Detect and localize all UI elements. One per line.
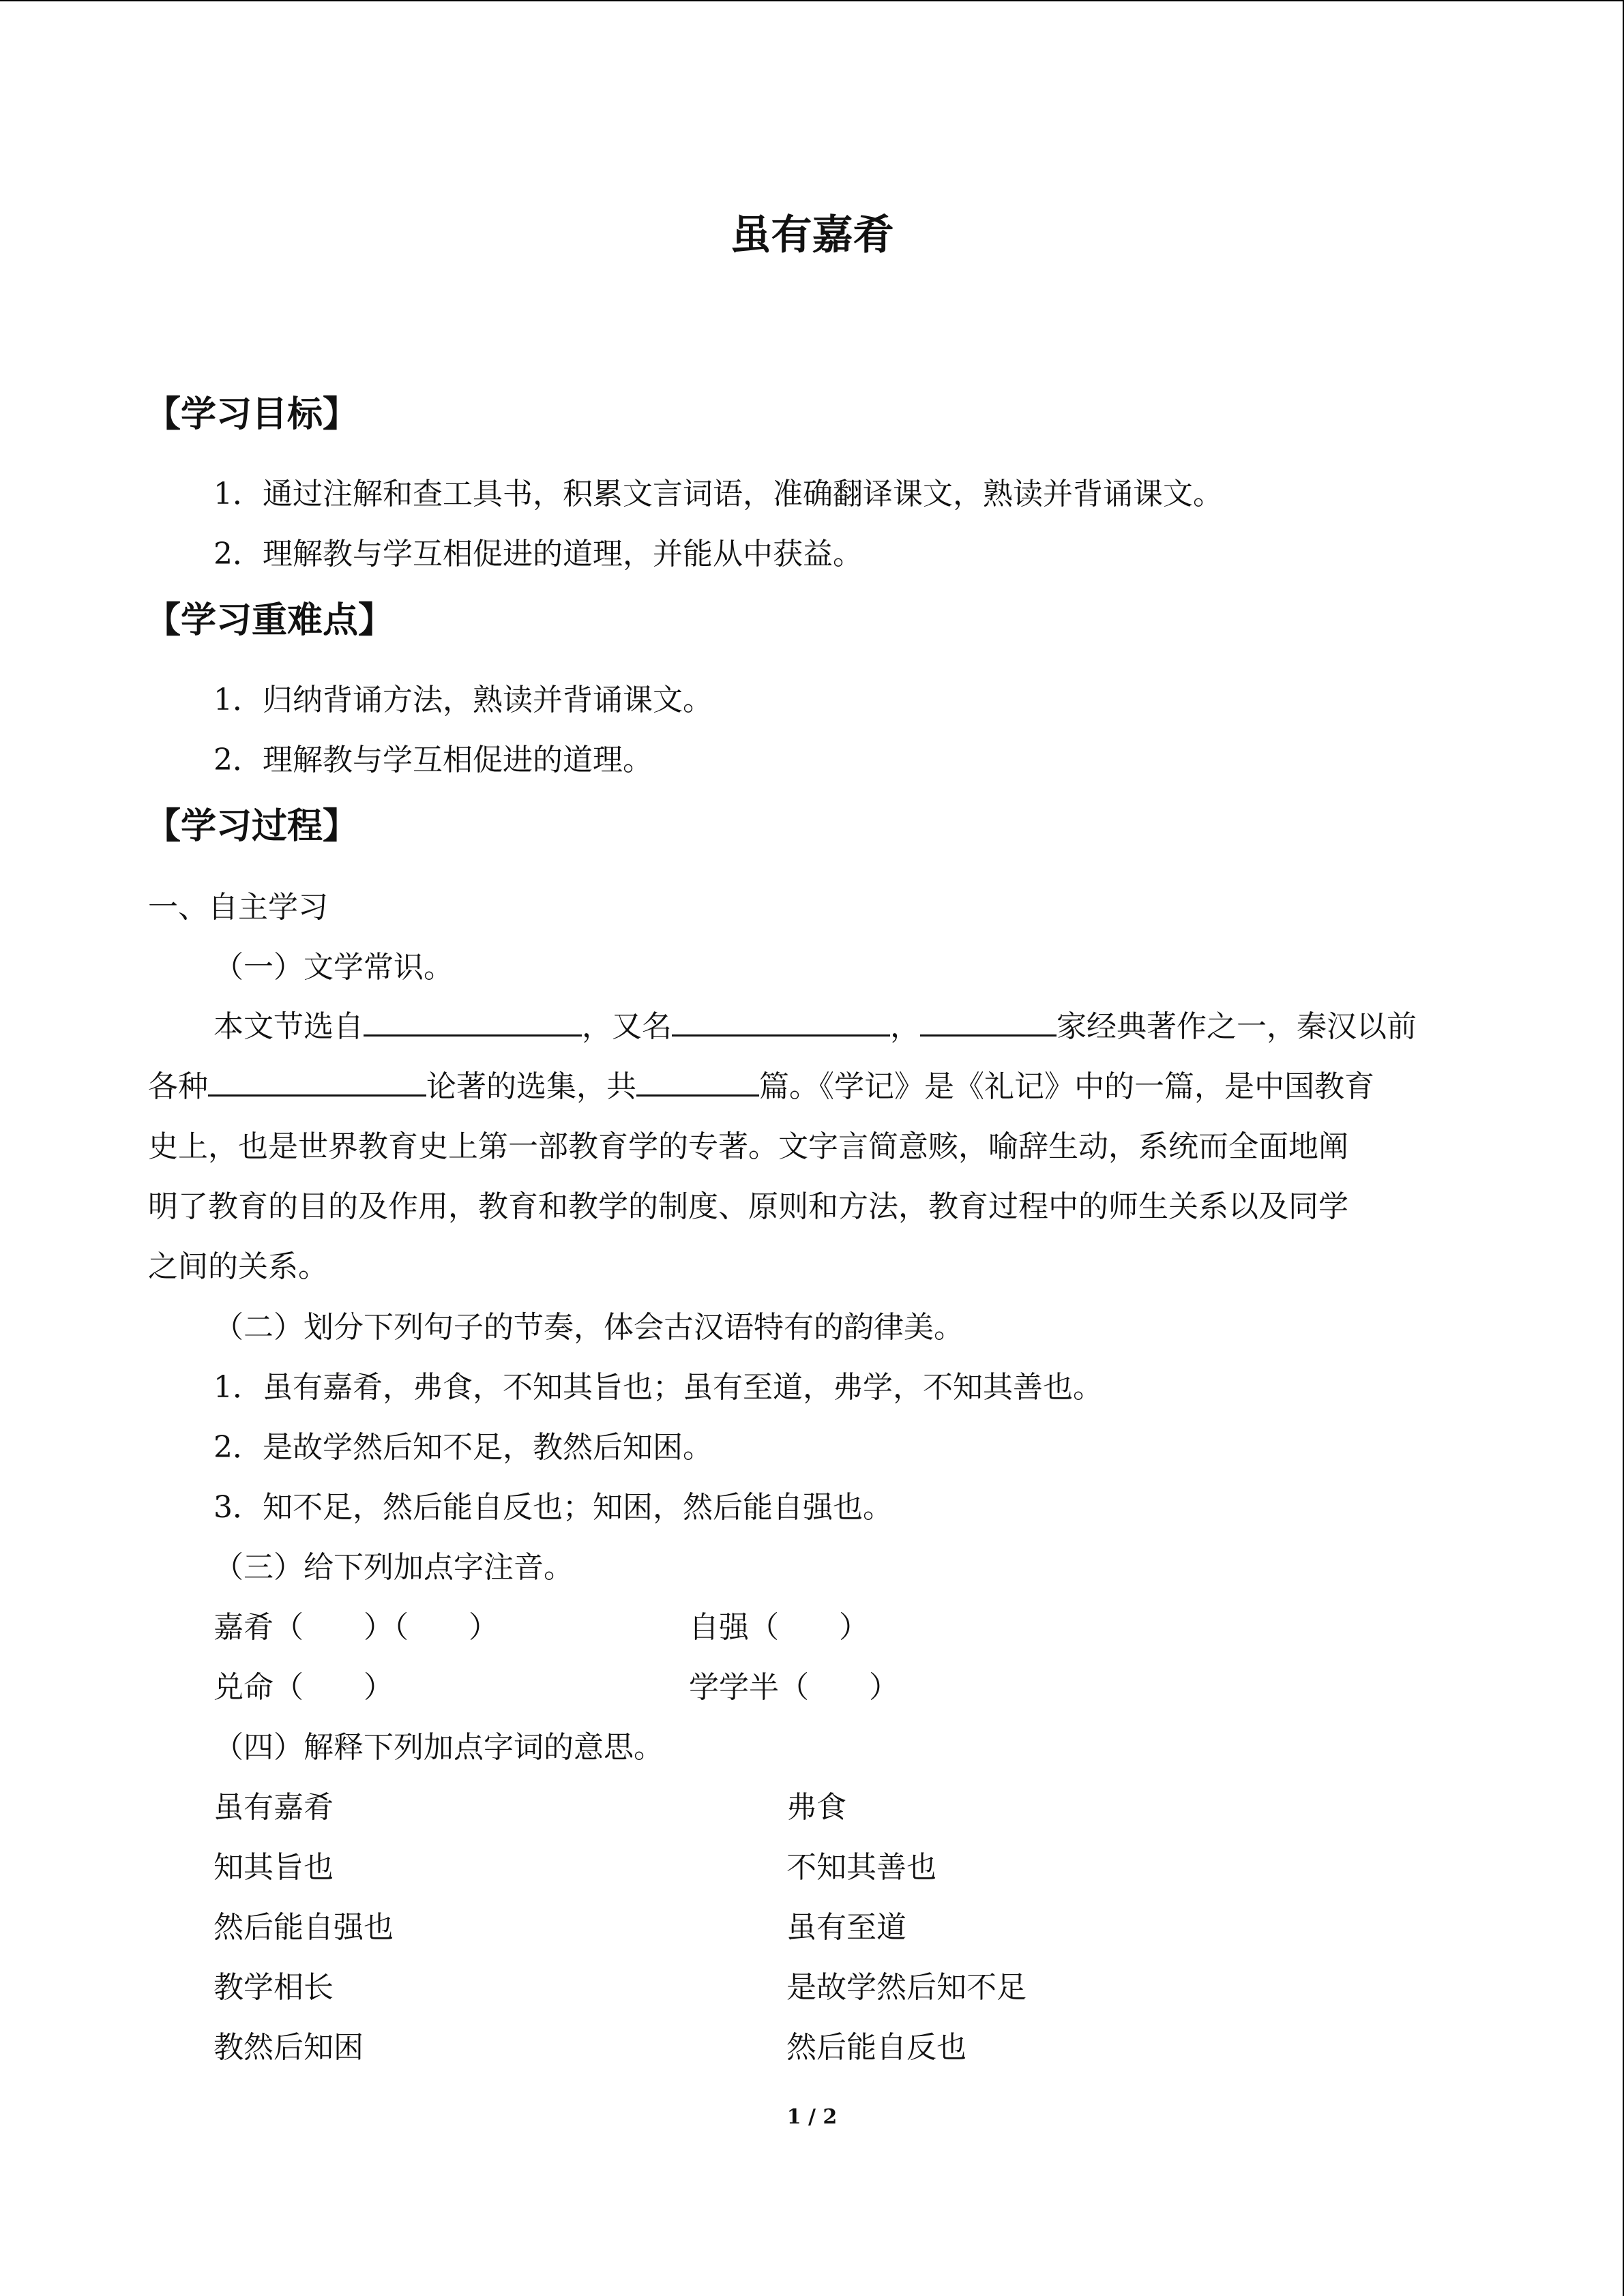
meaning-item: 知其旨也 xyxy=(213,1850,334,1885)
meaning-item: 不知其善也 xyxy=(786,1850,936,1885)
meaning-item: 然后能自强也 xyxy=(213,1910,394,1945)
pinyin-item: 嘉肴（ ）（ ） xyxy=(213,1610,499,1645)
pinyin-item: 兑命（ ） xyxy=(213,1670,394,1705)
meaning-item: 虽有至道 xyxy=(786,1910,906,1945)
key-point-item: 2．理解教与学互相促进的道理。 xyxy=(213,743,653,777)
rhythm-item: 2．是故学然后知不足，教然后知困。 xyxy=(213,1430,713,1465)
meaning-item: 是故学然后知不足 xyxy=(786,1970,1027,2005)
paragraph-line-2: 各种 论著的选集，共 篇。《学记》是《礼记》中的一篇，是中国教育 xyxy=(148,1057,1481,1117)
fill-blank[interactable] xyxy=(920,1007,1057,1037)
objective-item: 2．理解教与学互相促进的道理，并能从中获益。 xyxy=(213,537,863,571)
page-number: 1 / 2 xyxy=(786,2105,838,2129)
page-border-top xyxy=(0,0,1624,1)
meaning-title: （四）解释下列加点字词的意思。 xyxy=(213,1730,664,1765)
literature-paragraph xyxy=(148,997,1481,1297)
heading-key-points: 【学习重难点】 xyxy=(145,600,394,641)
paragraph-line-3: 史上，也是世界教育史上第一部教育学的专著。文字言简意赅，喻辞生动，系统而全面地阐 xyxy=(148,1129,1348,1164)
pinyin-item: 学学半（ ） xyxy=(689,1670,899,1705)
objective-item: 1．通过注解和查工具书，积累文言词语，准确翻译课文，熟读并背诵课文。 xyxy=(213,477,1223,511)
key-point-item: 1．归纳背诵方法，熟读并背诵课文。 xyxy=(213,683,713,717)
fill-blank[interactable] xyxy=(672,1007,890,1037)
meaning-item: 然后能自反也 xyxy=(786,2030,966,2065)
fill-blank[interactable] xyxy=(364,1007,582,1037)
heading-process: 【学习过程】 xyxy=(145,806,359,847)
rhythm-title: （二）划分下列句子的节奏，体会古汉语特有的韵律美。 xyxy=(213,1310,964,1345)
meaning-item: 教学相长 xyxy=(213,1970,334,2005)
pinyin-item: 自强（ ） xyxy=(689,1610,869,1645)
meaning-item: 教然后知困 xyxy=(213,2030,364,2065)
meaning-item: 弗食 xyxy=(786,1790,846,1825)
rhythm-item: 3．知不足，然后能自反也；知困，然后能自强也。 xyxy=(213,1490,893,1525)
heading-objectives: 【学习目标】 xyxy=(145,394,359,435)
page-title: 虽有嘉肴 xyxy=(730,211,894,259)
paragraph-line-5: 之间的关系。 xyxy=(148,1249,328,1284)
self-study-title: 一、自主学习 xyxy=(148,890,328,925)
pinyin-title: （三）给下列加点字注音。 xyxy=(213,1550,574,1585)
fill-blank[interactable] xyxy=(208,1067,426,1097)
rhythm-item: 1．虽有嘉肴，弗食，不知其旨也；虽有至道，弗学，不知其善也。 xyxy=(213,1370,1103,1405)
fill-blank[interactable] xyxy=(636,1067,759,1097)
paragraph-line-1: 本文节选自 ，又名 ， 家经典著作之一，秦汉以前 xyxy=(148,997,1481,1057)
paragraph-line-4: 明了教育的目的及作用，教育和教学的制度、原则和方法，教育过程中的师生关系以及同学 xyxy=(148,1189,1348,1224)
literature-title: （一）文学常识。 xyxy=(213,950,454,985)
meaning-item: 虽有嘉肴 xyxy=(213,1790,334,1825)
